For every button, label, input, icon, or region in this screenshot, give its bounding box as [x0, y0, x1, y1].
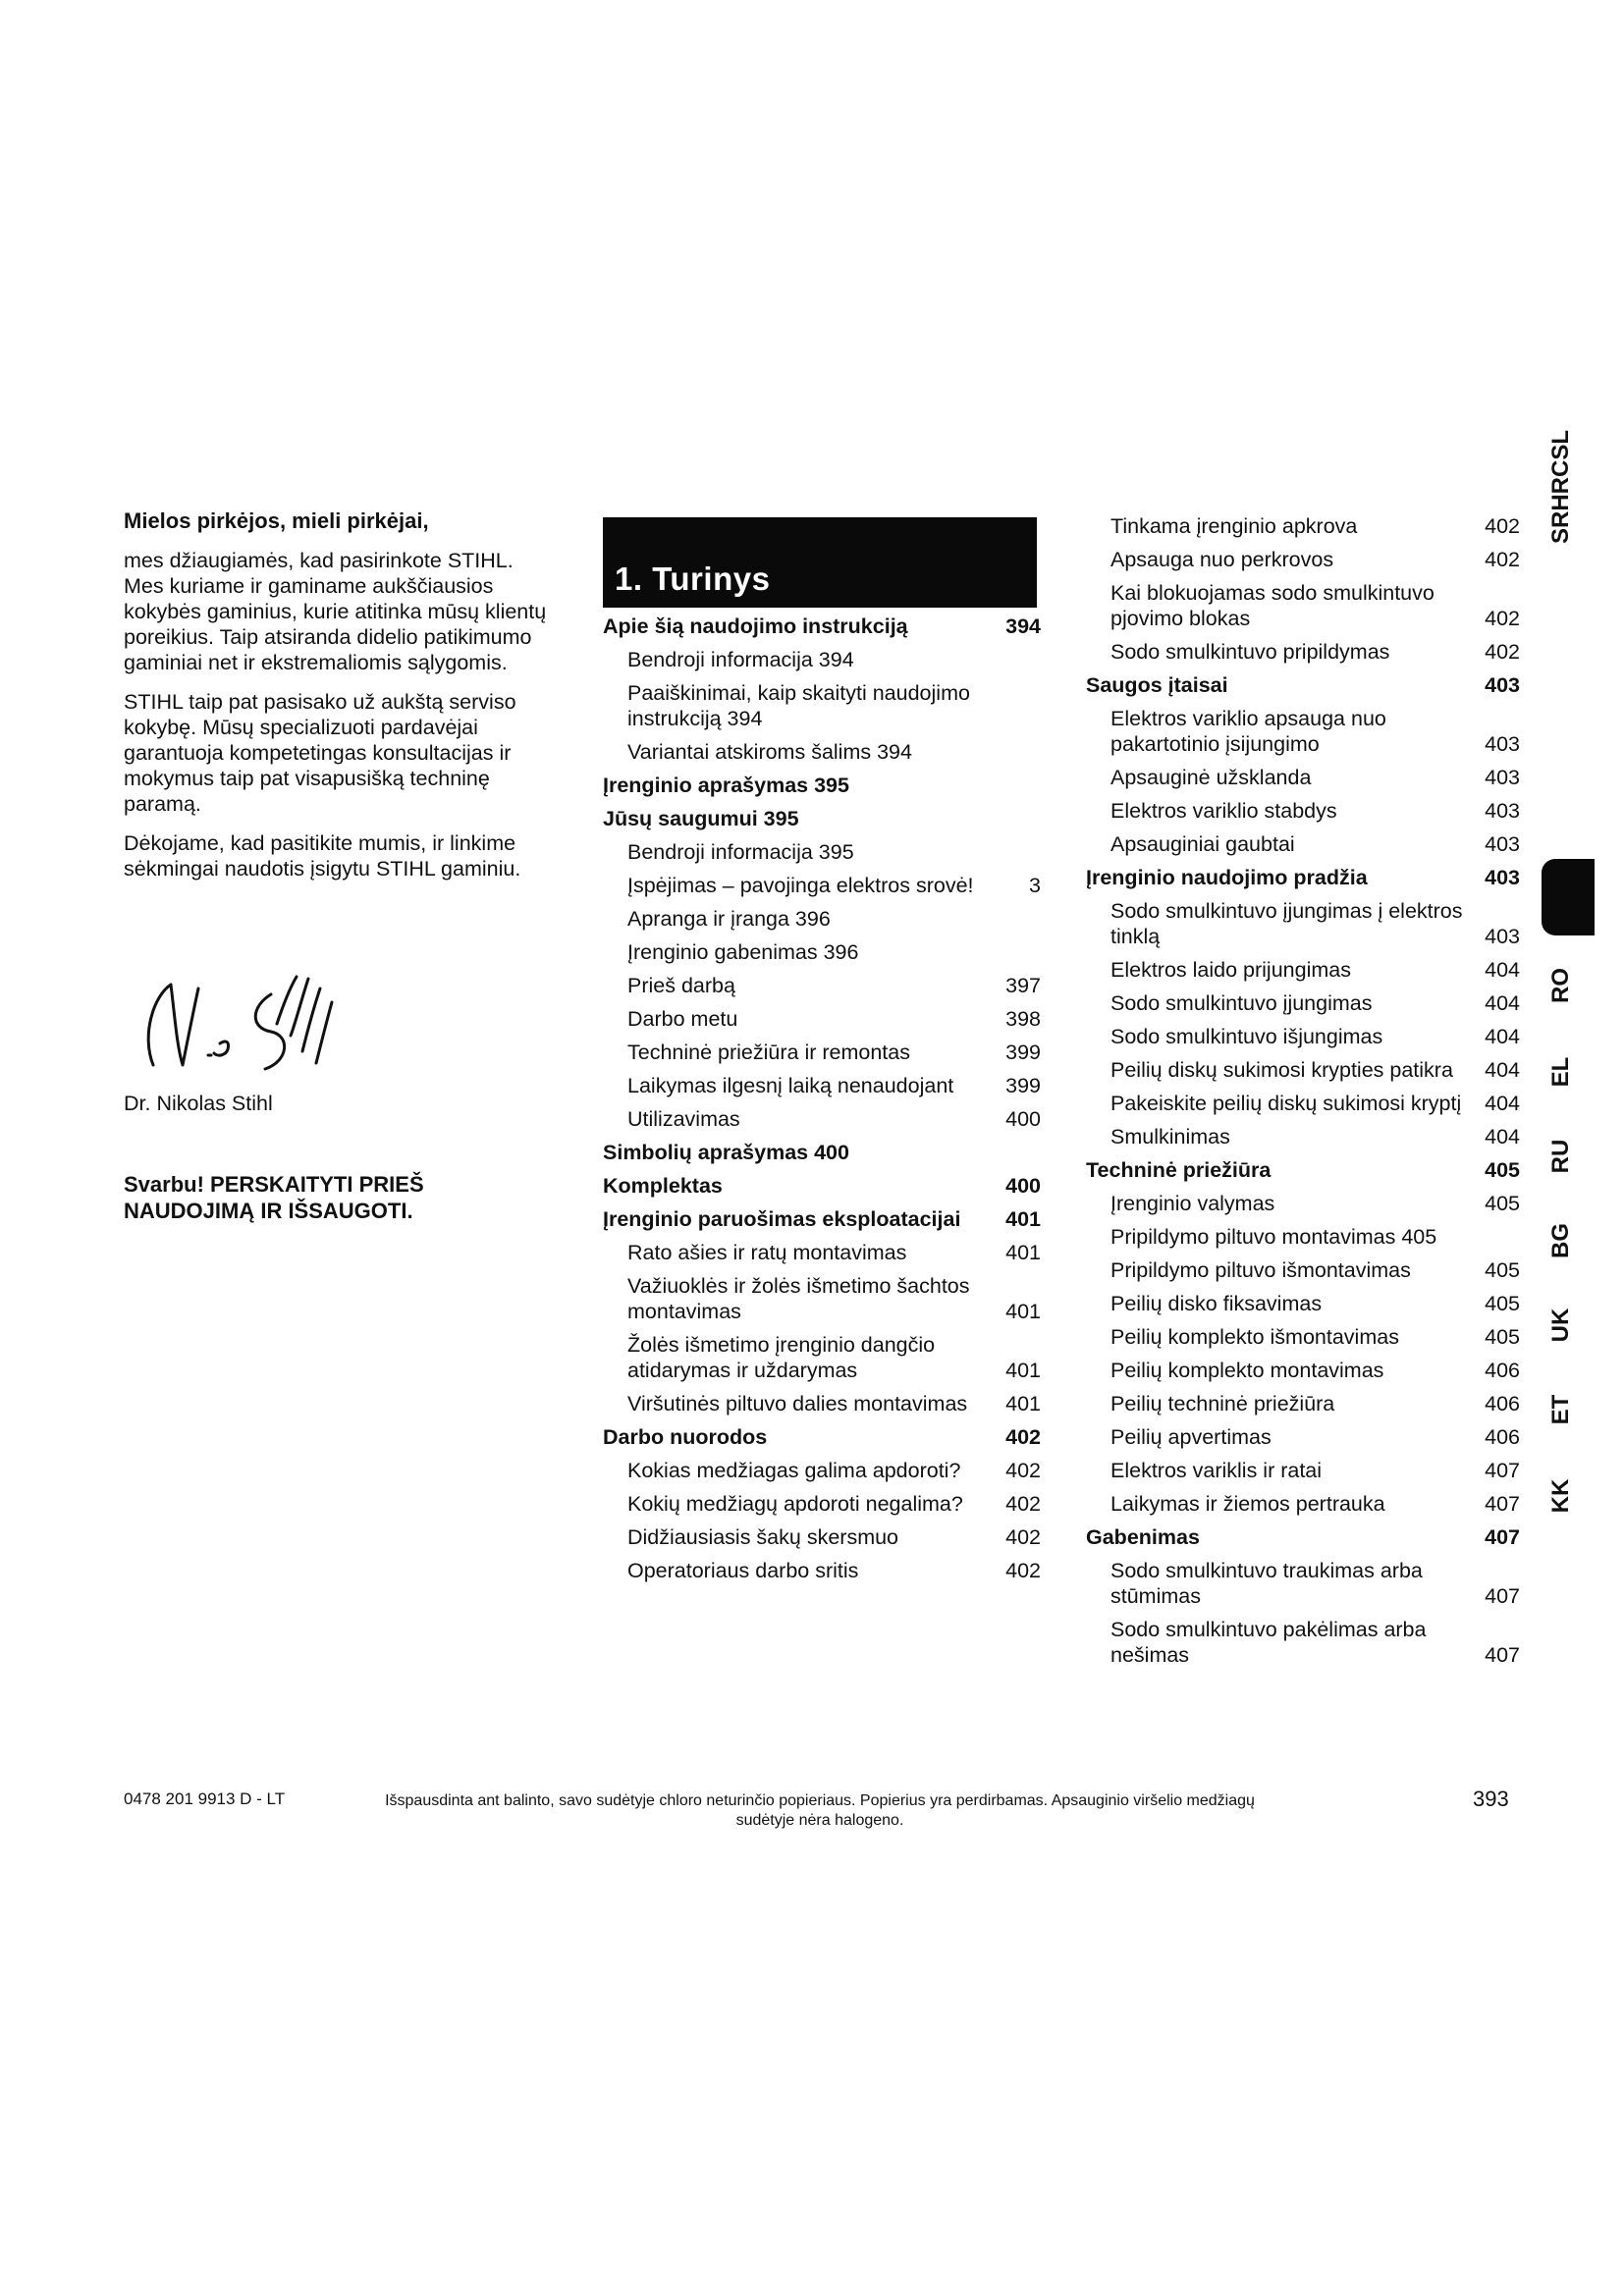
toc-entry-title: Įrenginio paruošimas eksploatacijai: [603, 1207, 961, 1231]
toc-section-entry: [603, 806, 1041, 831]
toc-entry: [1086, 1224, 1520, 1250]
toc-entry-page: 403: [1485, 925, 1520, 948]
toc-entry: [1086, 1324, 1520, 1350]
toc-entry-page: 407: [1485, 1584, 1520, 1608]
greeting: Mielos pirkėjos, mieli pirkėjai,: [124, 508, 429, 533]
toc-entry: [1086, 1257, 1520, 1283]
toc-entry-title: Apsauga nuo perkrovos: [1110, 548, 1334, 571]
toc-entry-title: Gabenimas: [1086, 1525, 1200, 1549]
toc-entry: [603, 839, 1041, 865]
toc-entry: [1086, 831, 1520, 857]
toc-entry: [1086, 1024, 1520, 1049]
toc-entry: [1086, 798, 1520, 824]
toc-entry-title: Sodo smulkintuvo pakėlimas arba nešimas: [1110, 1618, 1427, 1667]
toc-entry: [1086, 1191, 1520, 1216]
toc-entry-title: Smulkinimas: [1110, 1125, 1230, 1148]
toc-section-entry: [603, 773, 1041, 798]
lang-tab-ro: RO: [1547, 968, 1574, 1003]
toc-entry-page: 401: [1005, 1241, 1041, 1264]
toc-entry-title: Įspėjimas – pavojinga elektros srovė!: [627, 874, 974, 897]
toc-entry-page: 403: [1485, 832, 1520, 856]
toc-entry-title: Žolės išmetimo įrenginio dangčio atidarymas ir uždarymas: [627, 1333, 936, 1382]
toc-entry-title: Laikymas ilgesnį laiką nenaudojant: [627, 1074, 954, 1097]
toc-entry: [1086, 1091, 1520, 1116]
lang-tab-el: EL: [1547, 1056, 1574, 1088]
toc-entry-title: Paaiškinimai, kaip skaityti naudojimo instrukciją 394: [627, 681, 970, 730]
important-notice-line-1: Svarbu! PERSKAITYTI PRIEŠ: [124, 1172, 424, 1197]
toc-entry-page: 404: [1485, 1058, 1520, 1082]
toc-entry-page: 406: [1485, 1425, 1520, 1449]
toc-entry: [1086, 1057, 1520, 1083]
toc-entry-page: 394: [1005, 614, 1041, 638]
toc-entry-title: Darbo nuorodos: [603, 1425, 768, 1449]
toc-entry-page: 406: [1485, 1359, 1520, 1382]
toc-entry-page: 398: [1005, 1007, 1041, 1031]
toc-entry: [1086, 898, 1520, 949]
toc-entry-page: 406: [1485, 1392, 1520, 1415]
intro-paragraph-2: STIHL taip pat pasisako už aukštą serviso kokybę. Mūsų specializuoti pardavėjai garantuoja kompetetingas konsultacijas ir mokymus taip pat visapusišką techninę paramą.: [124, 690, 516, 816]
toc-entry-title: Saugos įtaisai: [1086, 673, 1228, 697]
page-number: 393: [1473, 1787, 1509, 1811]
toc-entry-title: Komplektas: [603, 1174, 723, 1198]
toc-entry-title: Pripildymo piltuvo išmontavimas: [1110, 1258, 1411, 1282]
toc-entry: [603, 1006, 1041, 1032]
toc-entry-title: Techninė priežiūra ir remontas: [627, 1041, 910, 1064]
toc-entry: [1086, 990, 1520, 1016]
toc-entry: [603, 973, 1041, 998]
toc-entry: [1086, 957, 1520, 983]
toc-entry: [1086, 1558, 1520, 1609]
toc-entry-title: Važiuoklės ir žolės išmetimo šachtos montavimas: [627, 1274, 970, 1323]
toc-entry-title: Peilių apvertimas: [1110, 1425, 1272, 1449]
toc-entry-title: Įrenginio naudojimo pradžia: [1086, 866, 1368, 889]
toc-entry-title: Sodo smulkintuvo traukimas arba stūmimas: [1110, 1559, 1423, 1608]
toc-entry-page: 402: [1005, 1425, 1041, 1449]
signature-image: [124, 967, 350, 1085]
toc-entry-title: Simbolių aprašymas 400: [603, 1141, 849, 1164]
toc-entry-title: Elektros laido prijungimas: [1110, 958, 1351, 982]
lang-tab-uk: UK: [1547, 1308, 1574, 1343]
toc-entry-title: Utilizavimas: [627, 1107, 740, 1131]
toc-entry: [603, 1332, 1041, 1383]
toc-entry: [1086, 706, 1520, 757]
toc-entry-title: Sodo smulkintuvo įjungimas: [1110, 991, 1373, 1015]
toc-entry-page: 402: [1485, 640, 1520, 664]
toc-entry-page: 402: [1485, 514, 1520, 538]
toc-section-entry: [603, 614, 1041, 639]
toc-entry-title: Variantai atskiroms šalims 394: [627, 740, 912, 764]
toc-entry-page: 402: [1485, 548, 1520, 571]
toc-entry-title: Sodo smulkintuvo išjungimas: [1110, 1025, 1383, 1048]
toc-entry-page: 407: [1485, 1459, 1520, 1482]
toc-entry: [1086, 513, 1520, 539]
toc-entry: [603, 1524, 1041, 1550]
toc-entry-title: Įrenginio valymas: [1110, 1192, 1275, 1215]
important-notice: [124, 1171, 546, 1224]
toc-section-entry: [1086, 865, 1520, 890]
toc-title: 1. Turinys: [615, 561, 771, 597]
toc-entry: [603, 873, 1041, 898]
toc-entry-page: 402: [1005, 1459, 1041, 1482]
toc-entry: [603, 1040, 1041, 1065]
toc-entry-title: Laikymas ir žiemos pertrauka: [1110, 1492, 1385, 1516]
toc-entry-title: Elektros variklis ir ratai: [1110, 1459, 1323, 1482]
toc-entry: [603, 1240, 1041, 1265]
toc-entry-page: 3: [1029, 874, 1041, 897]
toc-entry-page: 399: [1005, 1041, 1041, 1064]
toc-entry: [1086, 1124, 1520, 1149]
toc-entry-title: Kai blokuojamas sodo smulkintuvo pjovimo blokas: [1110, 581, 1435, 630]
intro-paragraph-3: Dėkojame, kad pasitikite mumis, ir linkime sėkmingai naudotis įsigytu STIHL gaminiu.: [124, 831, 521, 881]
toc-entry-title: Įrenginio gabenimas 396: [627, 940, 859, 964]
toc-entry: [1086, 1617, 1520, 1668]
toc-entry: [1086, 580, 1520, 631]
intro-letter: [124, 508, 556, 895]
toc-entry-page: 407: [1485, 1492, 1520, 1516]
toc-entry: [603, 939, 1041, 965]
toc-section-entry: [1086, 1524, 1520, 1550]
toc-header: [603, 517, 1037, 608]
toc-entry-title: Peilių disko fiksavimas: [1110, 1292, 1323, 1315]
toc-entry-page: 403: [1485, 799, 1520, 823]
toc-entry-page: 402: [1005, 1492, 1041, 1516]
toc-entry-title: Apranga ir įranga 396: [627, 907, 831, 931]
toc-entry-title: Pakeiskite peilių diskų sukimosi kryptį: [1110, 1092, 1462, 1115]
signer-name: Dr. Nikolas Stihl: [124, 1092, 273, 1115]
intro-paragraph-1: mes džiaugiamės, kad pasirinkote STIHL. Mes kuriame ir gaminame aukščiausios kokybės gaminius, kurie atitinka mūsų klientų poreikius. Taip atsiranda didelio patikimumo gaminiai net ir ekstremaliomis sąlygomis.: [124, 549, 547, 674]
toc-entry-page: 404: [1485, 958, 1520, 982]
toc-entry: [603, 906, 1041, 932]
toc-section-entry: [603, 1206, 1041, 1232]
toc-entry: [1086, 547, 1520, 572]
toc-entry-page: 401: [1005, 1207, 1041, 1231]
toc-entry: [603, 1491, 1041, 1517]
paper-note: Išspausdinta ant balinto, savo sudėtyje chloro neturinčio popieriaus. Popierius yra perdirbamas. Apsauginio viršelio medžiagų sudėtyje nėra halogeno.: [385, 1792, 1255, 1829]
toc-column-1: [603, 614, 1041, 1591]
toc-entry: [603, 1558, 1041, 1583]
toc-entry-title: Prieš darbą: [627, 974, 735, 997]
toc-entry-page: 403: [1485, 866, 1520, 889]
toc-entry-page: 402: [1485, 607, 1520, 630]
toc-entry-title: Apie šią naudojimo instrukciją: [603, 614, 908, 638]
toc-entry-title: Rato ašies ir ratų montavimas: [627, 1241, 907, 1264]
toc-entry-title: Sodo smulkintuvo pripildymas: [1110, 640, 1390, 664]
toc-entry-title: Didžiausiasis šakų skersmuo: [627, 1525, 899, 1549]
toc-entry-title: Elektros variklio apsauga nuo pakartotinio įsijungimo: [1110, 707, 1386, 756]
document-code: 0478 201 9913 D - LT: [124, 1789, 286, 1808]
toc-section-entry: [603, 1173, 1041, 1199]
toc-entry-title: Bendroji informacija 394: [627, 648, 854, 671]
toc-entry-title: Apsauginiai gaubtai: [1110, 832, 1295, 856]
toc-entry: [603, 647, 1041, 672]
toc-entry-title: Sodo smulkintuvo įjungimas į elektros tinklą: [1110, 899, 1463, 948]
toc-entry-page: 403: [1485, 732, 1520, 756]
toc-entry-page: 403: [1485, 673, 1520, 697]
toc-entry: [1086, 1391, 1520, 1416]
toc-entry-title: Tinkama įrenginio apkrova: [1110, 514, 1358, 538]
lang-tab-srhrcsl: SRHRCSL: [1547, 429, 1574, 544]
toc-entry-title: Peilių komplekto montavimas: [1110, 1359, 1384, 1382]
toc-entry: [603, 680, 1041, 731]
toc-section-entry: [1086, 672, 1520, 698]
toc-entry-page: 405: [1485, 1158, 1520, 1182]
toc-entry-title: Techninė priežiūra: [1086, 1158, 1272, 1182]
toc-entry-page: 407: [1485, 1643, 1520, 1667]
toc-entry: [1086, 765, 1520, 790]
toc-entry-page: 403: [1485, 766, 1520, 789]
toc-entry: [1086, 1458, 1520, 1483]
toc-entry-page: 404: [1485, 1125, 1520, 1148]
toc-entry-page: 405: [1485, 1325, 1520, 1349]
toc-entry-page: 399: [1005, 1074, 1041, 1097]
lang-tab-bg: BG: [1547, 1223, 1574, 1258]
toc-entry-title: Įrenginio aprašymas 395: [603, 774, 849, 797]
toc-entry-page: 405: [1485, 1192, 1520, 1215]
toc-entry: [1086, 1291, 1520, 1316]
toc-entry-title: Peilių komplekto išmontavimas: [1110, 1325, 1399, 1349]
toc-entry-title: Kokių medžiagų apdoroti negalima?: [627, 1492, 963, 1516]
toc-entry: [1086, 1491, 1520, 1517]
lang-tab-et: ET: [1547, 1394, 1574, 1425]
toc-entry: [603, 739, 1041, 765]
toc-entry: [603, 1391, 1041, 1416]
toc-entry-page: 407: [1485, 1525, 1520, 1549]
toc-entry-title: Darbo metu: [627, 1007, 738, 1031]
toc-entry-page: 404: [1485, 991, 1520, 1015]
toc-entry: [1086, 1358, 1520, 1383]
toc-entry-page: 400: [1005, 1107, 1041, 1131]
toc-column-2: [1086, 513, 1520, 1676]
toc-entry: [603, 1273, 1041, 1324]
toc-section-entry: [1086, 1157, 1520, 1183]
toc-entry: [1086, 1424, 1520, 1450]
toc-section-entry: [603, 1424, 1041, 1450]
toc-entry-page: 397: [1005, 974, 1041, 997]
toc-entry-title: Apsauginė užsklanda: [1110, 766, 1312, 789]
important-notice-line-2: NAUDOJIMĄ IR IŠSAUGOTI.: [124, 1199, 413, 1223]
toc-entry-page: 404: [1485, 1092, 1520, 1115]
toc-entry: [603, 1106, 1041, 1132]
toc-entry-title: Peilių diskų sukimosi krypties patikra: [1110, 1058, 1453, 1082]
toc-entry-page: 402: [1005, 1525, 1041, 1549]
toc-entry-title: Operatoriaus darbo sritis: [627, 1559, 859, 1582]
toc-entry-title: Pripildymo piltuvo montavimas 405: [1110, 1225, 1437, 1249]
toc-entry-page: 405: [1485, 1258, 1520, 1282]
toc-entry-title: Peilių techninė priežiūra: [1110, 1392, 1335, 1415]
toc-entry-title: Elektros variklio stabdys: [1110, 799, 1337, 823]
language-tabs: [1532, 422, 1591, 1561]
toc-entry-page: 401: [1005, 1359, 1041, 1382]
toc-entry-title: Jūsų saugumui 395: [603, 807, 799, 830]
toc-entry-page: 401: [1005, 1392, 1041, 1415]
toc-entry-page: 405: [1485, 1292, 1520, 1315]
toc-entry: [1086, 639, 1520, 665]
lang-tab-kk: KK: [1547, 1478, 1574, 1514]
toc-entry-page: 402: [1005, 1559, 1041, 1582]
toc-entry-title: Kokias medžiagas galima apdoroti?: [627, 1459, 961, 1482]
toc-entry: [603, 1458, 1041, 1483]
toc-entry-page: 404: [1485, 1025, 1520, 1048]
toc-entry-title: Bendroji informacija 395: [627, 840, 854, 864]
toc-entry-page: 401: [1005, 1300, 1041, 1323]
toc-entry-title: Viršutinės piltuvo dalies montavimas: [627, 1392, 968, 1415]
toc-section-entry: [603, 1140, 1041, 1165]
toc-entry-page: 400: [1005, 1174, 1041, 1198]
toc-entry: [603, 1073, 1041, 1098]
lang-tab-ru: RU: [1547, 1139, 1574, 1174]
